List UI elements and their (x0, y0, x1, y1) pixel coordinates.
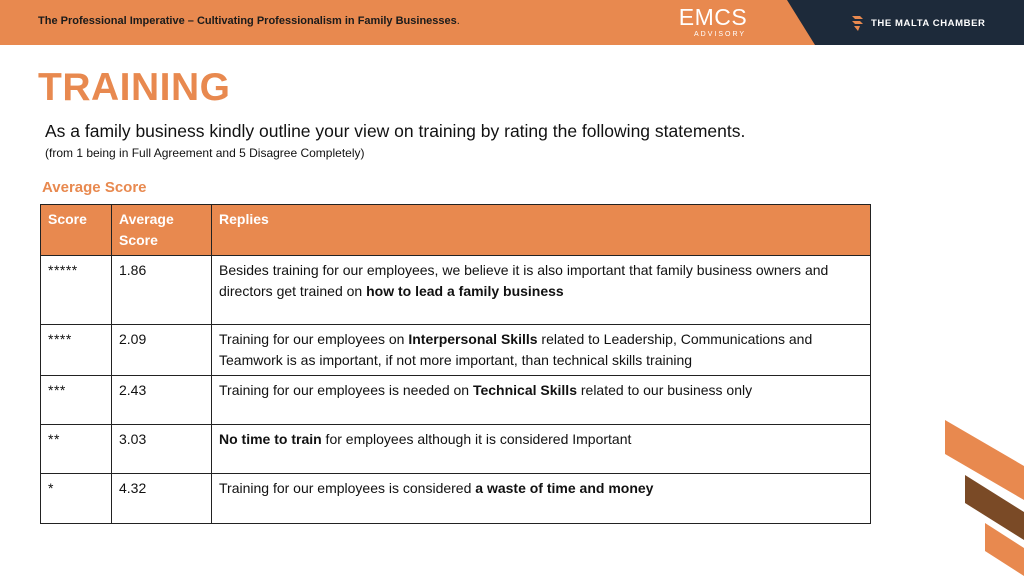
table-row (41, 474, 871, 524)
reply-statement: Training for our employees on Interpersonal Skills related to Leadership, Communications and Teamwork is as important, if not more important, than technical skills training (212, 325, 871, 376)
column-header-replies: Replies (212, 205, 871, 256)
reply-statement: Training for our employees is needed on Technical Skills related to our business only (212, 376, 871, 425)
emcs-logo-sub: ADVISORY (694, 31, 747, 38)
score-stars: ** (41, 425, 112, 474)
score-stars: *** (41, 376, 112, 425)
malta-chamber-logo (851, 13, 986, 33)
average-score-value: 2.43 (112, 376, 212, 425)
average-score-value: 1.86 (112, 256, 212, 325)
table-row (41, 325, 871, 376)
malta-chamber-name: THE MALTA CHAMBER (871, 17, 986, 29)
emcs-advisory-logo (668, 4, 758, 42)
reply-statement: Besides training for our employees, we believe it is also important that family business owners and directors get trained on how to lead a family business (212, 256, 871, 325)
column-header-average: Average Score (112, 205, 212, 256)
table-header-row (41, 205, 871, 256)
page-title: TRAINING (38, 66, 231, 109)
emcs-logo-main: EMCS (678, 4, 748, 30)
presentation-title: The Professional Imperative – Cultivating Professionalism in Family Businesses. (38, 15, 460, 27)
malta-chamber-emblem-icon (851, 14, 865, 32)
average-score-value: 3.03 (112, 425, 212, 474)
column-header-score: Score (41, 205, 112, 256)
rating-scale-note: (from 1 being in Full Agreement and 5 Disagree Completely) (45, 146, 365, 160)
table-row (41, 425, 871, 474)
table-row (41, 376, 871, 425)
reply-statement: Training for our employees is considered a waste of time and money (212, 474, 871, 524)
average-score-value: 4.32 (112, 474, 212, 524)
score-stars: * (41, 474, 112, 524)
score-stars: **** (41, 325, 112, 376)
score-stars: ***** (41, 256, 112, 325)
intro-question: As a family business kindly outline your view on training by rating the following statements. (45, 121, 746, 141)
table-row (41, 256, 871, 325)
reply-statement: No time to train for employees although it is considered Important (212, 425, 871, 474)
average-score-table (40, 204, 871, 524)
section-heading: Average Score (42, 179, 147, 196)
header-bar (0, 0, 1024, 45)
average-score-value: 2.09 (112, 325, 212, 376)
decorative-stripes (940, 420, 1024, 576)
